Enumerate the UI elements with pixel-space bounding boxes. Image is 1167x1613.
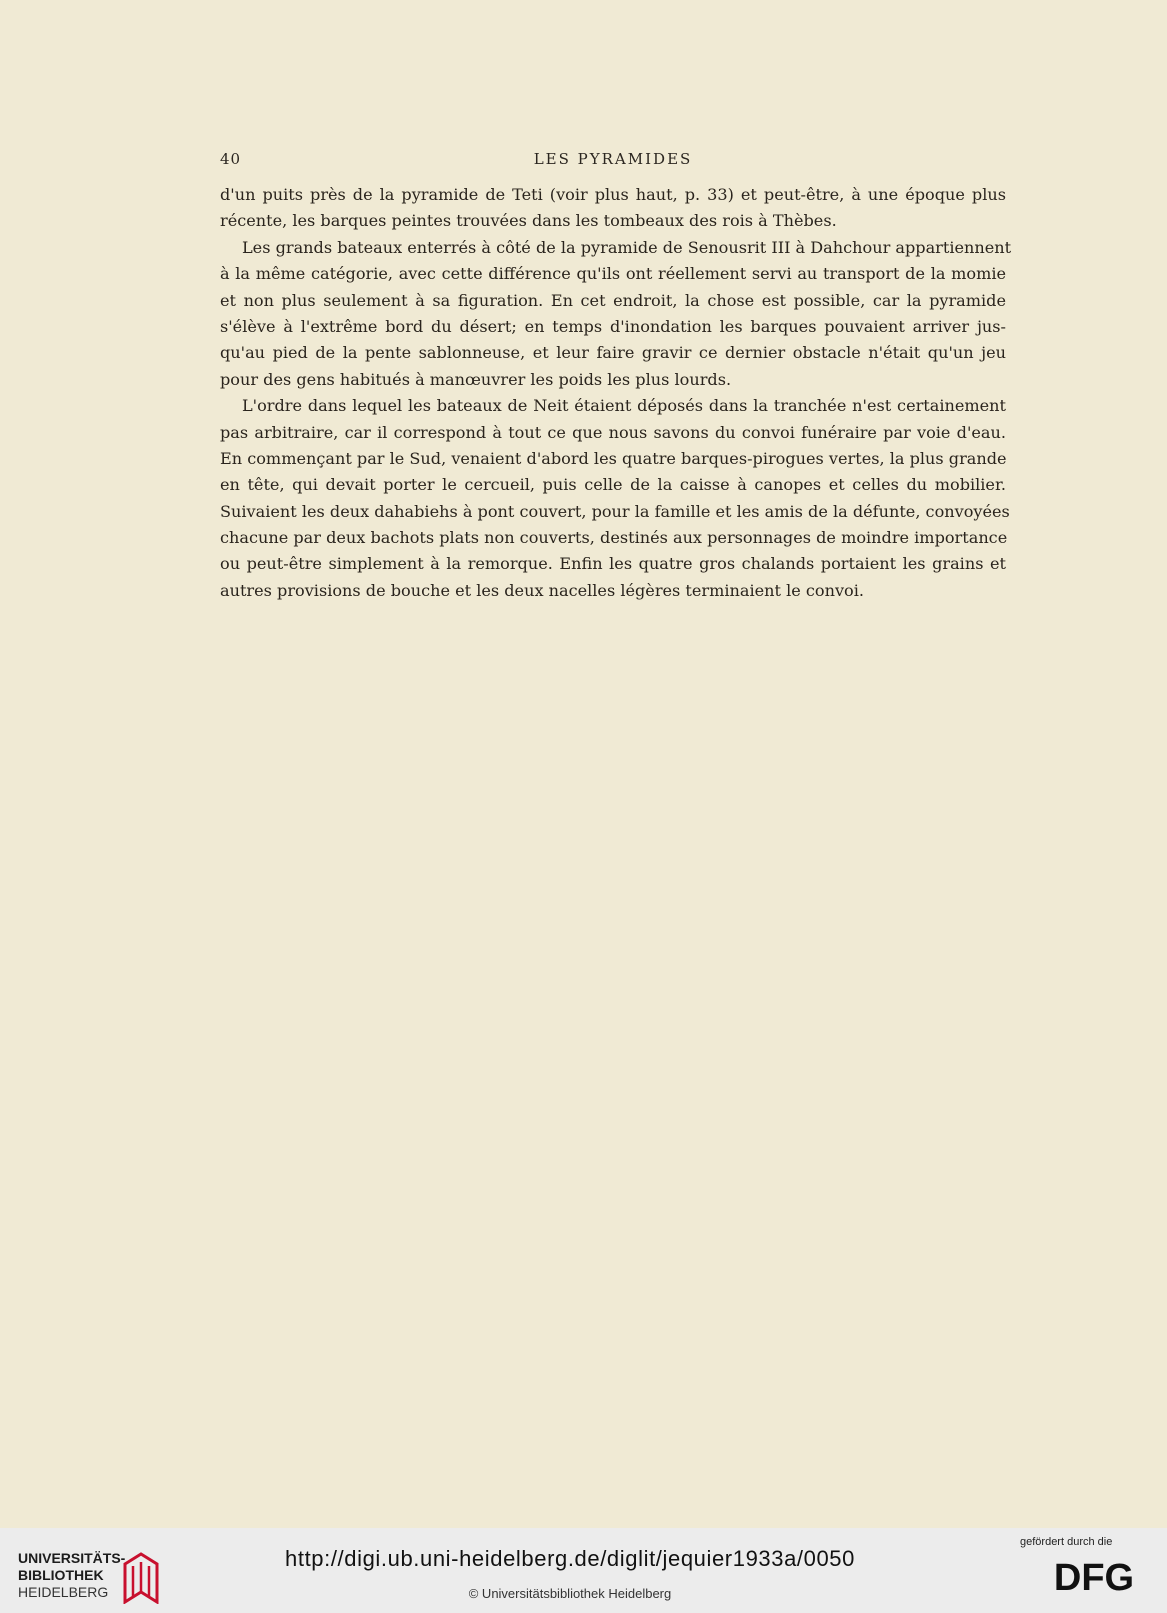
funding-caption: gefördert durch die xyxy=(1020,1536,1113,1548)
library-name xyxy=(18,1550,125,1601)
text-line: En commençant par le Sud, venaient d'abord les quatre barques-pirogues vertes, la plus grande xyxy=(220,448,1007,468)
text-line: d'un puits près de la pyramide de Teti (voir plus haut, p. 33) et peut-être, à une époque plus xyxy=(220,185,1006,204)
text-line: qu'au pied de la pente sablonneuse, et leur faire gravir ce dernier obstacle n'était qu'un jeu xyxy=(220,343,1006,363)
library-name-line: HEIDELBERG xyxy=(18,1584,109,1600)
text-line: pour des gens habitués à manœuvrer les poids les plus lourds. xyxy=(220,369,732,389)
dfg-logo-icon[interactable] xyxy=(1038,1556,1150,1596)
permalink-url[interactable]: http://digi.ub.uni-heidelberg.de/diglit/jequier1933a/0050 xyxy=(285,1546,855,1571)
body-text xyxy=(220,182,1012,604)
text-line: à la même catégorie, avec cette différence qu'ils ont réellement servi au transport de la momie xyxy=(220,264,1006,284)
library-mark-icon xyxy=(119,1552,163,1604)
text-line: récente, les barques peintes trouvées dans les tombeaux des rois à Thèbes. xyxy=(220,211,837,231)
text-line: autres provisions de bouche et les deux nacelles légères terminaient le convoi. xyxy=(220,580,864,600)
text-line: Les grands bateaux enterrés à côté de la pyramide de Senousrit III à Dahchour appartiennent xyxy=(242,237,1012,257)
text-line: L'ordre dans lequel les bateaux de Neit étaient déposés dans la tranchée n'est certainement xyxy=(242,396,1006,416)
footer-bar xyxy=(0,1528,1167,1613)
copyright-notice: © Universitätsbibliothek Heidelberg xyxy=(468,1586,672,1601)
text-line: Suivaient les deux dahabiehs à pont couvert, pour la famille et les amis de la défunte, convoyées xyxy=(220,501,1010,521)
library-name-line: UNIVERSITÄTS- xyxy=(18,1550,126,1566)
library-logo[interactable] xyxy=(18,1550,168,1610)
text-line: en tête, qui devait porter le cercueil, puis celle de la caisse à canopes et celles du mobilier. xyxy=(220,475,1006,495)
page-number: 40 xyxy=(220,150,242,168)
library-name-line: BIBLIOTHEK xyxy=(18,1567,104,1583)
text-line: s'élève à l'extrême bord du désert; en temps d'inondation les barques pouvaient arriver jus- xyxy=(220,316,1006,336)
text-line: et non plus seulement à sa figuration. En cet endroit, la chose est possible, car la pyramide xyxy=(220,290,1006,310)
text-line: chacune par deux bachots plats non couverts, destinés aux personnages de moindre importance xyxy=(220,528,1008,548)
running-title: LES PYRAMIDES xyxy=(533,150,693,168)
text-line: pas arbitraire, car il correspond à tout ce que nous savons du convoi funéraire par voie d'eau. xyxy=(220,422,1006,442)
text-line: ou peut-être simplement à la remorque. Enfin les quatre gros chalands portaient les grains et xyxy=(220,554,1006,574)
dfg-logo-text: DFG xyxy=(1053,1557,1135,1596)
running-head xyxy=(220,150,1006,172)
